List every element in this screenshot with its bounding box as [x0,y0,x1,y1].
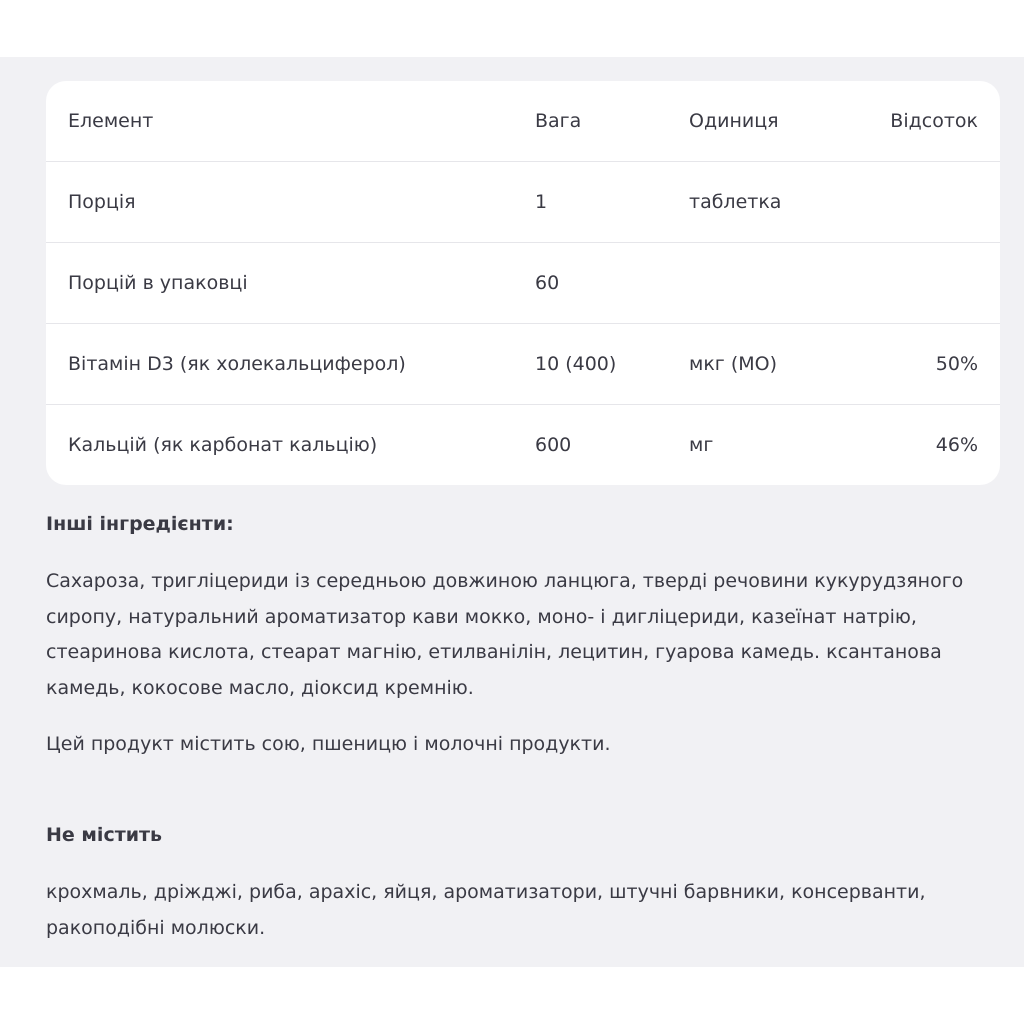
cell-unit: мкг (МО) [689,353,778,375]
cell-element: Порцій в упаковці [68,272,248,294]
cell-unit: таблетка [689,191,782,213]
table-row [46,324,1000,405]
allergen-notice: Цей продукт містить сою, пшеницю і молочні продукти. [46,733,611,755]
free-from-text: крохмаль, дріжджі, риба, арахіс, яйця, ароматизатори, штучні барвники, консерванти, ракоподібні молюски. [46,881,926,939]
cell-weight: 60 [535,272,560,294]
table-row [46,405,1000,485]
cell-weight: 600 [535,434,572,456]
header-unit: Одиниця [689,110,779,132]
table-row [46,243,1000,324]
page-content [0,57,1024,967]
header-weight: Вага [535,110,582,132]
header-element: Елемент [68,110,154,132]
other-ingredients-text: Сахароза, тригліцериди із середньою довжиною ланцюга, тверді речовини кукурудзяного сиропу, натуральний ароматизатор кави мокко, моно- і дигліцериди, казеїнат натрію, стеаринова кислота, стеарат магнію, етилванілін, лецитин, гуарова камедь. ксантанова камедь, кокосове масло, діоксид кремнію. [46,570,964,699]
cell-element: Вітамін D3 (як холекальциферол) [68,353,406,375]
nutrition-table [46,81,1000,485]
cell-weight: 1 [535,191,548,213]
cell-unit: мг [689,434,714,456]
table-row [46,162,1000,243]
table-header-row [46,81,1000,162]
header-percent: Відсоток [890,110,978,132]
other-ingredients-title: Інші інгредієнти: [46,513,234,535]
cell-element: Порція [68,191,136,213]
cell-weight: 10 (400) [535,353,617,375]
cell-percent: 46% [935,434,978,456]
cell-element: Кальцій (як карбонат кальцію) [68,434,378,456]
cell-percent: 50% [935,353,978,375]
free-from-title: Не містить [46,824,163,846]
